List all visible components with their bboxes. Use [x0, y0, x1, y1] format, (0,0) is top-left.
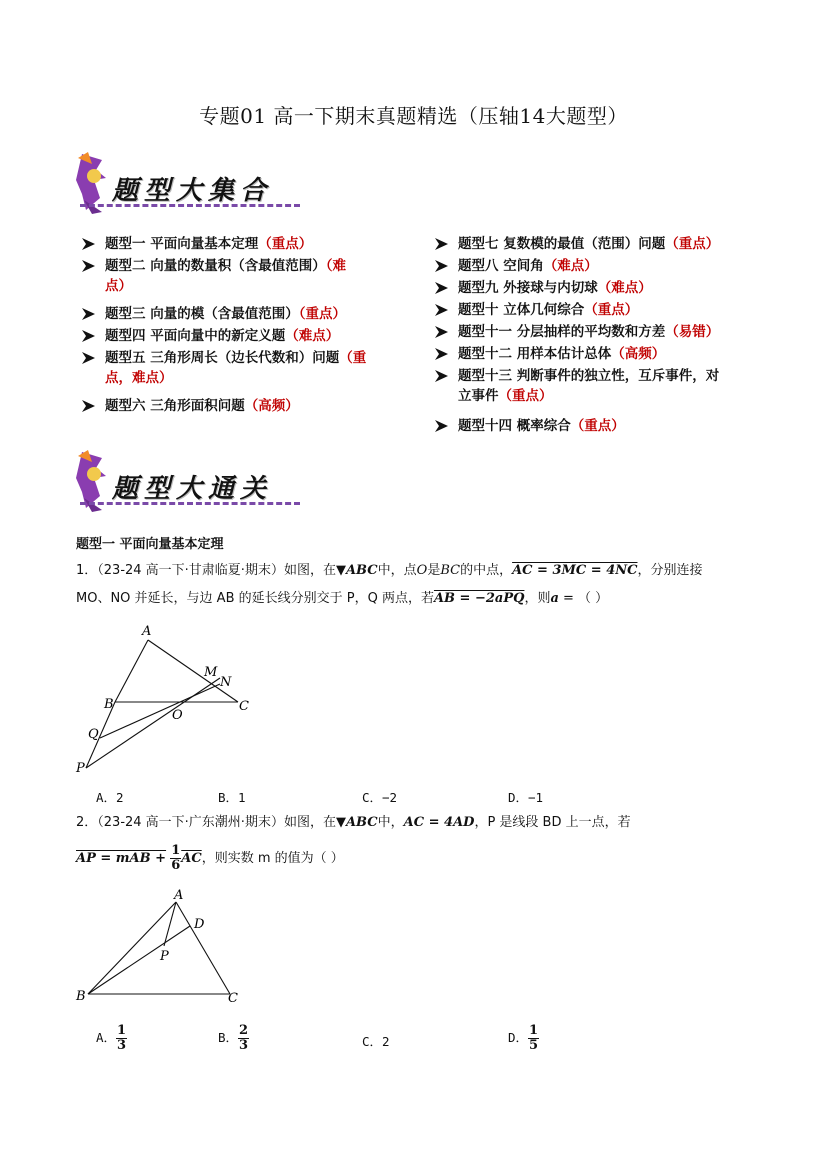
label-A: A	[142, 624, 152, 639]
toc-right	[458, 234, 768, 438]
question-1	[76, 560, 756, 610]
label-A: A	[174, 888, 184, 903]
label-Q: Q	[88, 727, 99, 742]
toc-item-8[interactable]: 题型八 空间角（难点）	[458, 256, 768, 278]
toc-item-10[interactable]: 题型十 立体几何综合（重点）	[458, 300, 768, 322]
page-title: 专题01 高一下期末真题精选（压轴14大题型）	[199, 104, 628, 128]
label-O: O	[172, 708, 183, 723]
q1-option-a[interactable]: A．2	[96, 790, 124, 805]
arrow-icon	[79, 326, 99, 346]
label-M: M	[204, 665, 218, 680]
toc-item-5[interactable]: 题型五 三角形周长（边长代数和）问题（重 点，难点）	[105, 348, 405, 396]
toc-left	[105, 234, 405, 418]
banner-underline	[80, 502, 300, 505]
toc-item-7[interactable]: 题型七 复数模的最值（范围）问题（重点）	[458, 234, 768, 256]
label-P: P	[76, 761, 85, 776]
banner-pass	[72, 448, 302, 520]
arrow-icon	[79, 304, 99, 324]
arrow-icon	[432, 366, 452, 386]
arrow-icon	[432, 256, 452, 276]
question-2	[76, 812, 756, 873]
q2-option-b[interactable]: B． $\frac{2}{3}$	[218, 1023, 249, 1053]
toc-item-14[interactable]: 题型十四 概率综合（重点）	[458, 416, 768, 438]
q1-option-d[interactable]: D．−1	[508, 790, 544, 805]
question-2-line2: AP = mAB + $\frac{1}{6}$ $\overline{AC}$，则实数 m 的值为（ ）	[76, 843, 344, 873]
arrow-icon	[432, 344, 452, 364]
toc-item-4[interactable]: 题型四 平面向量中的新定义题（难点）	[105, 326, 405, 348]
toc-item-3[interactable]: 题型三 向量的模（含最值范围）（重点）	[105, 304, 405, 326]
toc-item-6[interactable]: 题型六 三角形面积问题（高频）	[105, 396, 405, 418]
fraction: $\frac{1}{6}$	[171, 843, 181, 873]
arrow-icon	[432, 278, 452, 298]
toc-item-9[interactable]: 题型九 外接球与内切球（难点）	[458, 278, 768, 300]
toc-item-2[interactable]: 题型二 向量的数量积（含最值范围）（难 点）	[105, 256, 405, 304]
toc-item-12[interactable]: 题型十二 用样本估计总体（高频）	[458, 344, 768, 366]
label-B: B	[104, 697, 114, 712]
label-N: N	[220, 675, 232, 690]
arrow-icon	[79, 348, 99, 368]
label-P: P	[160, 949, 169, 964]
arrow-icon	[79, 234, 99, 254]
q2-option-d[interactable]: D． $\frac{1}{5}$	[508, 1023, 539, 1053]
q1-option-c[interactable]: C．−2	[362, 790, 398, 805]
question-1-line1: 1．（23-24 高一下·甘肃临夏·期末）如图，在▼ABC中，点O是BC的中点，AC = 3MC = 4NC，分别连接	[76, 563, 703, 578]
question-2-line1: 2．（23-24 高一下·广东潮州·期末）如图，在▼ABC中，AC = 4AD，P 是线段 BD 上一点，若	[76, 815, 631, 830]
question-1-line2: MO、NO 并延长，与边 AB 的延长线分别交于 P，Q 两点，若AB = −2aPQ，则a = （ ）	[76, 591, 609, 606]
figure-triangle-1	[70, 620, 270, 780]
arrow-icon	[432, 416, 452, 436]
arrow-icon	[432, 234, 452, 254]
section-title: 题型一 平面向量基本定理	[76, 537, 224, 552]
toc-item-13[interactable]: 题型十三 判断事件的独立性，互斥事件，对 立事件（重点）	[458, 366, 768, 416]
banner-collection-text: 题型大集合	[112, 176, 273, 206]
label-C: C	[239, 699, 249, 714]
q2-option-c[interactable]: C．2	[362, 1034, 390, 1049]
toc-item-11[interactable]: 题型十一 分层抽样的平均数和方差（易错）	[458, 322, 768, 344]
q2-option-a[interactable]: A． $\frac{1}{3}$	[96, 1023, 127, 1053]
label-D: D	[194, 917, 205, 932]
toc-item-1[interactable]: 题型一 平面向量基本定理（重点）	[105, 234, 405, 256]
banner-pass-text: 题型大通关	[112, 474, 273, 504]
banner-underline	[80, 204, 300, 207]
figure-triangle-2	[70, 888, 270, 1018]
arrow-icon	[432, 322, 452, 342]
q1-option-b[interactable]: B．1	[218, 790, 246, 805]
banner-collection	[72, 150, 302, 222]
arrow-icon	[79, 256, 99, 276]
arrow-icon	[79, 396, 99, 416]
label-B: B	[76, 989, 86, 1004]
arrow-icon	[432, 300, 452, 320]
label-C: C	[228, 991, 238, 1006]
